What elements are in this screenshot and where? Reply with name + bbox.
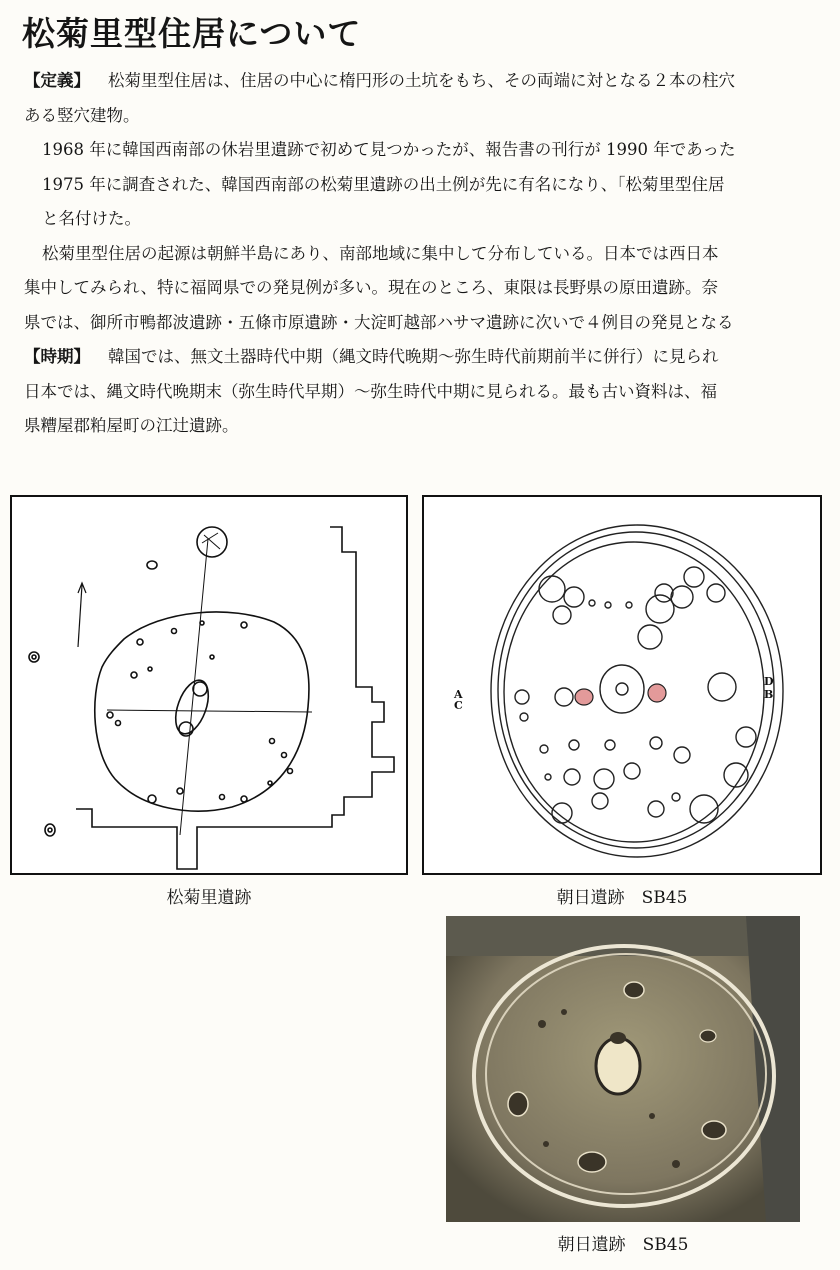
figure-songgukri-plan — [10, 495, 408, 875]
period-section — [24, 340, 836, 444]
period-label: 【時期】 — [24, 347, 90, 366]
figure-asahi-plan-caption: 朝日遺跡 SB45 — [556, 888, 688, 908]
section-label-c: C — [454, 699, 463, 712]
figure-asahi-photo-caption: 朝日遺跡 SB45 — [557, 1235, 689, 1255]
definition-line-4: 1975 年に調査された、韓国西南部の松菊里遺跡の出土例が先に有名になり、「松菊里型住居 — [42, 174, 725, 194]
definition-line-8: 県では、御所市鴨都波遺跡・五條市原遺跡・大淀町越部ハサマ遺跡に次いで４例目の発見となる — [24, 312, 734, 332]
section-label-d: D — [764, 675, 774, 688]
period-line-1: 【時期】 韓国では、無文土器時代中期（縄文時代晩期～弥生時代前期前半に併行）に見られ — [24, 347, 719, 366]
definition-line-3: 1968 年に韓国西南部の休岩里遺跡で初めて見つかったが、報告書の刊行が 1990 年であった — [42, 140, 736, 159]
definition-line-7: 集中してみられ、特に福岡県での発見例が多い。現在のところ、東限は長野県の原田遺跡。奈 — [24, 278, 718, 297]
definition-line-5: と名付けた。 — [42, 209, 141, 228]
period-line-3: 県糟屋郡粕屋町の江辻遺跡。 — [24, 416, 239, 435]
definition-section — [24, 64, 836, 340]
definition-line-6: 松菊里型住居の起源は朝鮮半島にあり、南部地域に集中して分布している。日本では西日本 — [42, 243, 719, 263]
asahi-photo-image — [446, 916, 800, 1222]
figure-asahi-photo — [446, 916, 800, 1222]
figure-asahi-plan — [422, 495, 822, 875]
definition-line-1: 【定義】 松菊里型住居は、住居の中心に楕円形の土坑をもち、その両端に対となる２本の柱穴 — [24, 71, 735, 90]
definition-line-2: ある竪穴建物。 — [24, 105, 140, 125]
asahi-plan-drawing — [424, 497, 820, 873]
page-title: 松菊里型住居について — [22, 14, 362, 53]
period-line-2: 日本では、縄文時代晩期末（弥生時代早期）～弥生時代中期に見られる。最も古い資料は、福 — [24, 381, 717, 401]
songgukri-plan-drawing — [12, 497, 406, 873]
section-label-b: B — [764, 688, 774, 701]
definition-label: 【定義】 — [24, 71, 90, 90]
figure-songgukri-caption: 松菊里遺跡 — [166, 888, 252, 908]
section-label-a: A — [454, 688, 463, 701]
